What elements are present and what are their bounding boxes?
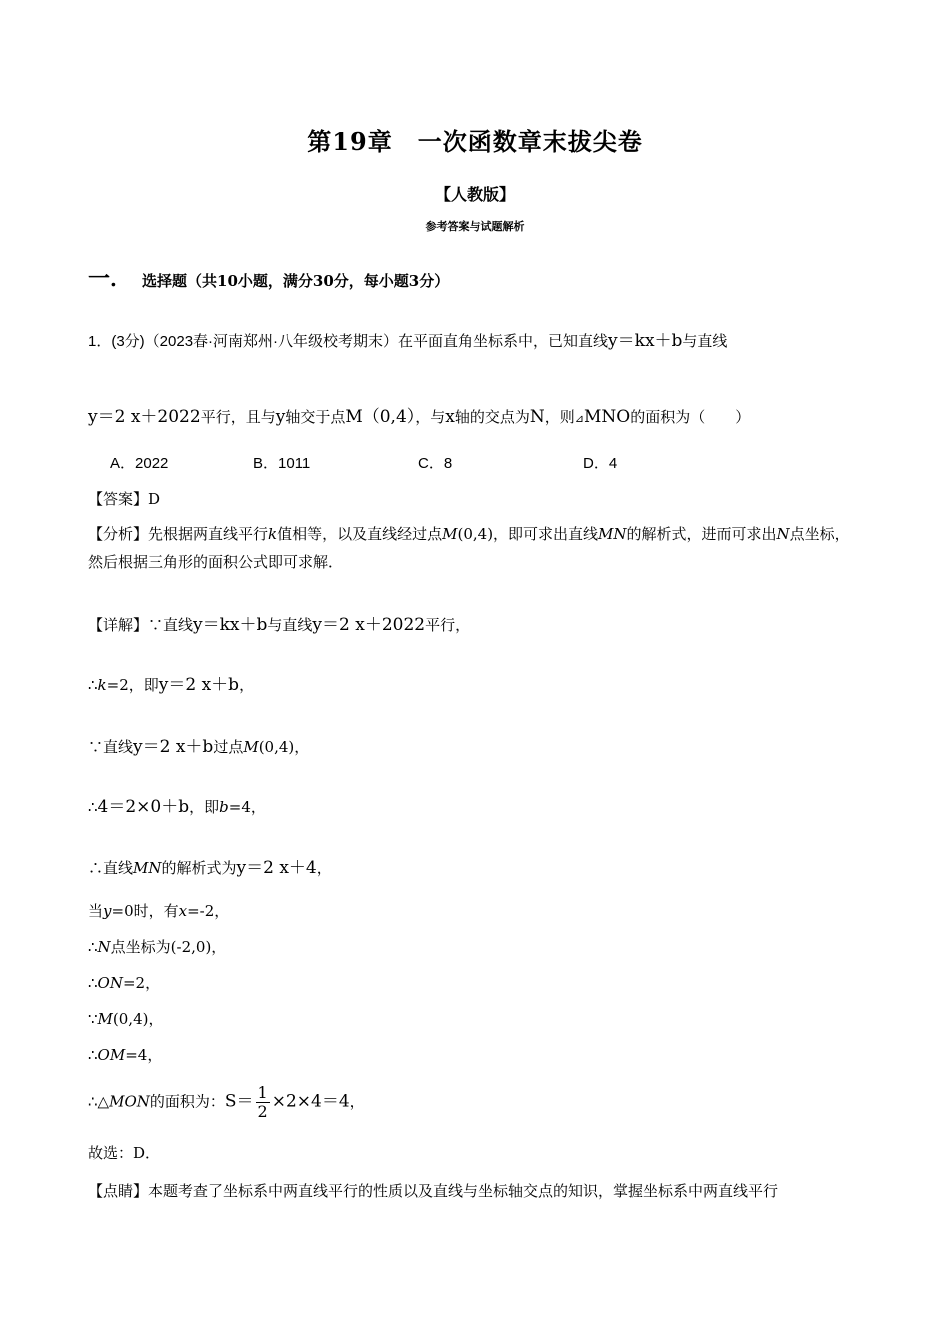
detail-line-1: 【详解】∵直线y＝kx＋b与直线y＝2 x＋2022平行，	[88, 615, 471, 635]
detail-line-7: ∴N点坐标为(-2,0)，	[88, 938, 227, 956]
detail-line-13: 【点睛】本题考查了坐标系中两直线平行的性质以及直线与坐标轴交点的知识，掌握坐标系中两直线平行	[88, 1182, 779, 1200]
option-d: D．4	[583, 455, 618, 472]
detail-line-2: ∴k=2，即y＝2 x＋b，	[88, 675, 255, 695]
answer-line: 【答案】D	[88, 490, 161, 508]
detail-line-8: ∴ON=2，	[88, 974, 161, 992]
section-number: 一．	[88, 266, 133, 292]
detail-line-10: ∴OM=4，	[88, 1046, 163, 1064]
detail-line-5: ∴直线MN的解析式为y＝2 x＋4，	[88, 858, 332, 878]
fraction-one-half: $\frac{1}{2}$	[257, 1083, 268, 1121]
detail-line-4: ∴4＝2×0＋b，即b=4，	[88, 797, 266, 817]
option-a: A．2022	[110, 455, 169, 472]
math-expression: M（0,4）	[345, 407, 416, 427]
section-heading	[88, 262, 449, 293]
option-b: B．1011	[253, 455, 311, 472]
section-text: 选择题（共10小题，满分30分，每小题3分）	[142, 272, 450, 290]
question-line-2: y＝2 x＋2022平行，且与y轴交于点M（0,4），与x轴的交点为N，则⊿MNO的面积为（ ）	[88, 407, 751, 427]
detail-line-12: 故选：D．	[88, 1144, 161, 1162]
answer-options	[110, 452, 617, 473]
option-c: C．8	[418, 455, 453, 472]
subtitle: 参考答案与试题解析	[425, 220, 525, 233]
math-expression: y＝2 x＋2022	[88, 407, 201, 427]
edition-label: 【人教版】	[434, 185, 515, 204]
detail-line-3: ∵直线y＝2 x＋b过点M(0,4)，	[88, 737, 310, 757]
detail-line-9: ∵M(0,4)，	[88, 1010, 164, 1028]
detail-line-6: 当y=0时，有x=-2，	[88, 902, 230, 920]
math-expression: y＝kx＋b	[608, 331, 683, 351]
page-title: 第19章 一次函数章末拔尖卷	[307, 127, 643, 156]
question-line-1: 1．(3分)（2023春·河南郑州·八年级校考期末）在平面直角坐标系中，已知直线y＝kx＋b与直线	[88, 331, 728, 351]
detail-line-11: ∴△MON的面积为：S＝ $\frac{1}{2}$ ×2×4＝4，	[88, 1083, 365, 1121]
analysis-paragraph: 【分析】先根据两直线平行k值相等，以及直线经过点M(0,4)，即可求出直线MN的解析式，进而可求出N点坐标，然后根据三角形的面积公式即可求解．	[88, 525, 850, 571]
